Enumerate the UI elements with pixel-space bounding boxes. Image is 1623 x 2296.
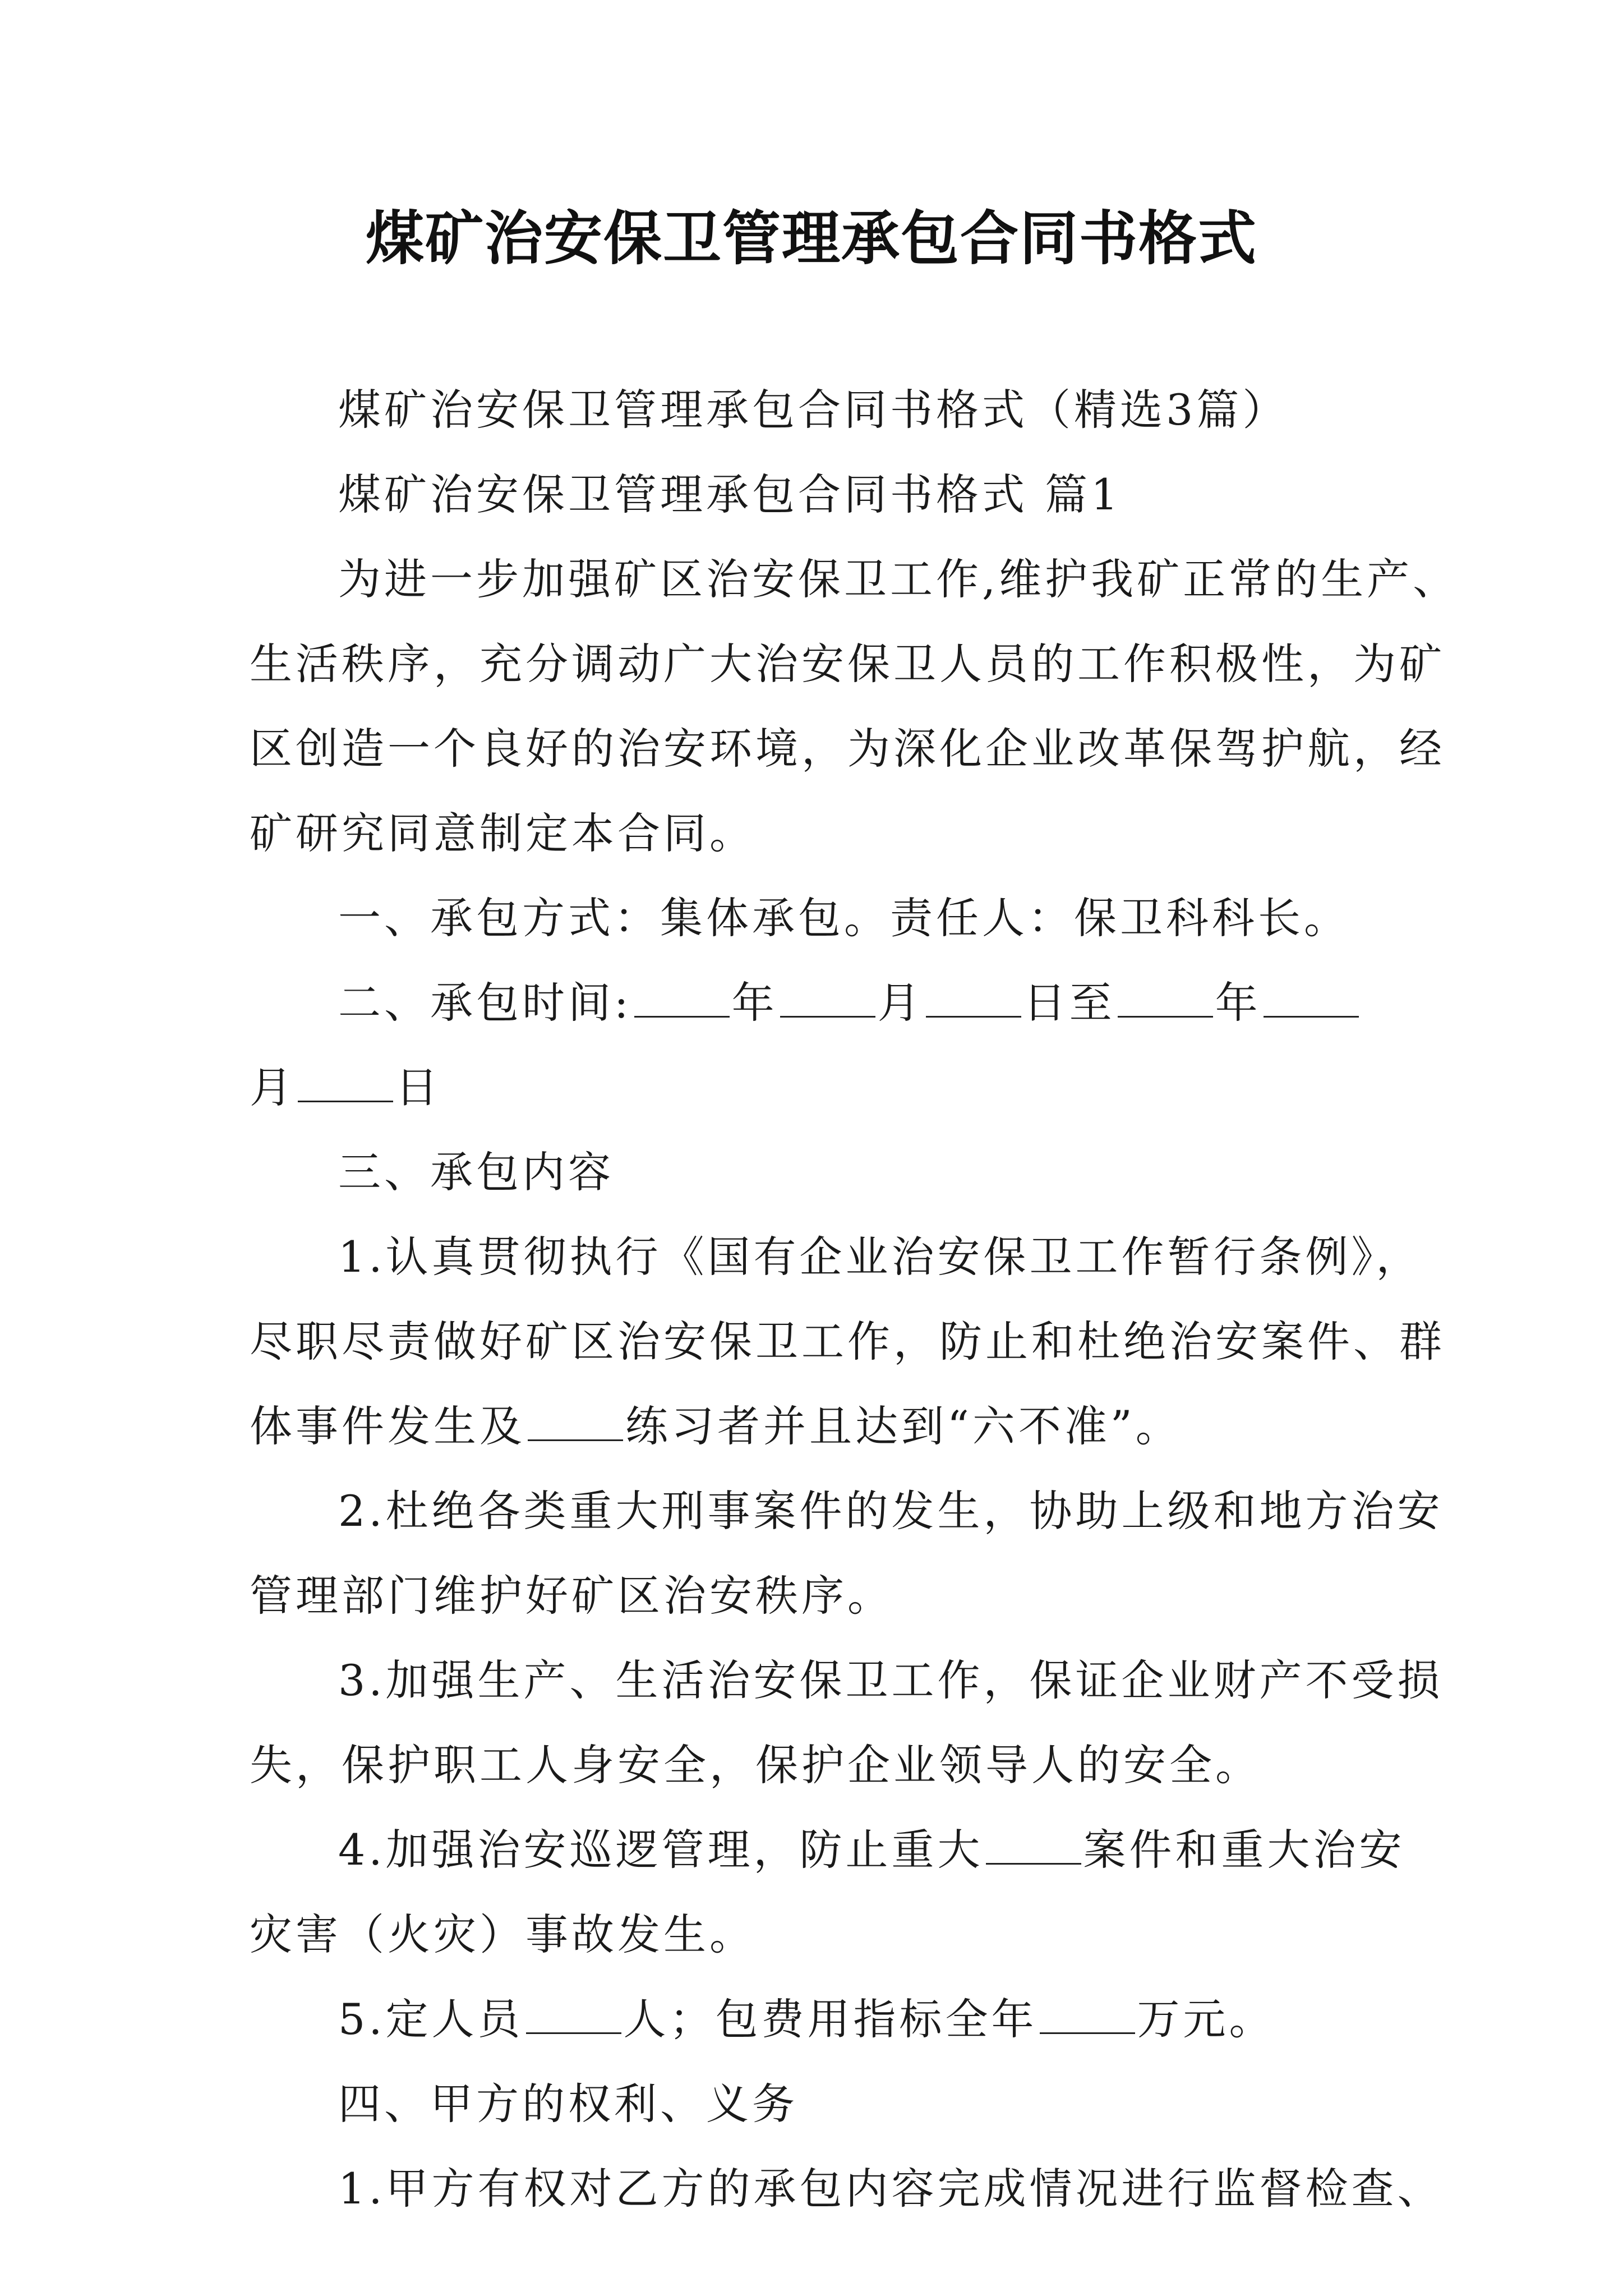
list-item-line: 失，保护职工人身安全，保护企业领导人的安全。	[250, 1740, 1261, 1790]
list-item-line: 2.杜绝各类重大刑事案件的发生，协助上级和地方治安	[338, 1486, 1444, 1536]
list-item-line: 1.甲方有权对乙方的承包内容完成情况进行监督检查、	[338, 2164, 1444, 2214]
period-year-label: 年	[1215, 978, 1261, 1028]
period-day-label: 日	[395, 1062, 441, 1112]
blank-underline	[528, 1406, 623, 1441]
clause-contract-method: 一、承包方式：集体承包。责任人：保卫科科长。	[338, 893, 1350, 943]
paragraph-line: 生活秩序，充分调动广大治安保卫人员的工作积极性，为矿	[250, 639, 1445, 689]
period-label: 二、承包时间:	[338, 978, 632, 1028]
text-segment: 体事件发生及	[250, 1401, 525, 1451]
period-year-label: 年	[731, 978, 778, 1028]
blank-underline	[986, 1829, 1081, 1865]
blank-underline	[1118, 982, 1213, 1018]
subtitle-line: 煤矿治安保卫管理承包合同书格式（精选3篇）	[338, 385, 1289, 435]
section-heading: 四、甲方的权利、义务	[338, 2079, 798, 2129]
clause-contract-period	[250, 960, 1388, 1045]
blank-underline	[1040, 1999, 1135, 2034]
blank-underline	[298, 1067, 393, 1102]
text-segment: 5.定人员	[338, 1994, 524, 2044]
list-item-line	[250, 1977, 1388, 2062]
clause-contract-period-cont	[250, 1045, 1388, 1130]
section-heading: 煤矿治安保卫管理承包合同书格式 篇1	[338, 470, 1122, 519]
text-segment: 人；包费用指标全年	[623, 1994, 1038, 2044]
list-item-line: 尽职尽责做好矿区治安保卫工作，防止和杜绝治安案件、群	[250, 1317, 1445, 1366]
list-item-line: 管理部门维护好矿区治安秩序。	[250, 1571, 893, 1621]
paragraph-line: 区创造一个良好的治安环境，为深化企业改革保驾护航，经	[250, 724, 1445, 774]
text-segment: 万元。	[1137, 1994, 1275, 2044]
blank-underline	[1264, 982, 1359, 1018]
blank-underline	[780, 982, 875, 1018]
period-month-label: 月	[250, 1062, 296, 1112]
blank-underline	[926, 982, 1021, 1018]
blank-underline	[634, 982, 730, 1018]
list-item-line	[250, 1384, 1388, 1469]
list-item-line	[250, 1807, 1405, 1892]
document-title: 煤矿治安保卫管理承包合同书格式	[365, 204, 1257, 273]
text-segment: 案件和重大治安	[1083, 1825, 1405, 1875]
period-day-to-label: 日至	[1023, 978, 1115, 1028]
list-item-line: 3.加强生产、生活治安保卫工作，保证企业财产不受损	[338, 1655, 1444, 1705]
section-heading: 三、承包内容	[338, 1147, 614, 1197]
paragraph-line: 矿研究同意制定本合同。	[250, 808, 755, 858]
blank-underline	[526, 1999, 621, 2034]
list-item-line: 1.认真贯彻执行《国有企业治安保卫工作暂行条例》，	[338, 1232, 1422, 1282]
list-item-line: 灾害（火灾）事故发生。	[250, 1910, 755, 1959]
text-segment: 4.加强治安巡逻管理，防止重大	[338, 1825, 984, 1875]
document-body	[250, 367, 1459, 2231]
text-segment: 练习者并且达到“六不准”。	[625, 1401, 1182, 1451]
paragraph-line: 为进一步加强矿区治安保卫工作,维护我矿正常的生产、	[338, 554, 1459, 604]
period-month-label: 月	[877, 978, 924, 1028]
